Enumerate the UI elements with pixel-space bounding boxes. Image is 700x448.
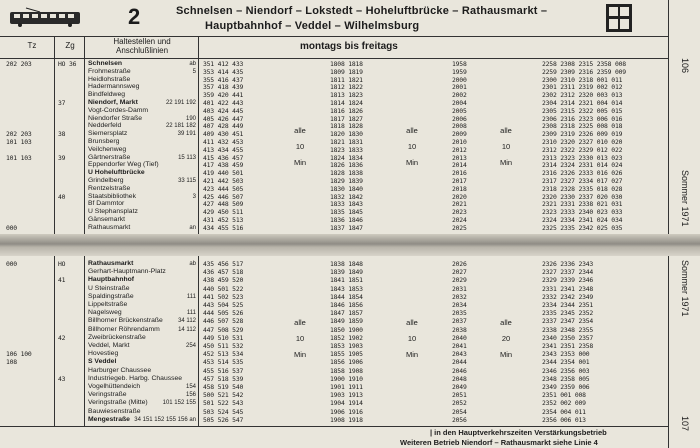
freq-min-3: Min bbox=[499, 158, 513, 167]
stop-name: Rathausmarkt bbox=[88, 223, 131, 231]
tz-cell: 106 100 bbox=[6, 350, 32, 359]
departure-times-evening: 1813 1823 bbox=[330, 91, 363, 100]
departure-times-early: 453 514 535 bbox=[203, 358, 244, 367]
freq-alle-b3: alle bbox=[500, 318, 512, 327]
departure-times-night: 2335 2345 2352 bbox=[542, 309, 594, 318]
stop-name: Spaldingstraße bbox=[88, 292, 134, 300]
departure-times-evening: 1903 1913 bbox=[330, 391, 363, 400]
departure-times-evening: 1826 1836 bbox=[330, 161, 363, 170]
departure-times-late: 2029 bbox=[452, 276, 467, 285]
tz-cell: 000 bbox=[6, 260, 17, 268]
departure-times-late: 1959 bbox=[452, 67, 467, 76]
col-zg: Zg bbox=[65, 41, 75, 50]
departure-times-night: 2349 2359 006 bbox=[542, 383, 590, 391]
departure-times-night: 2351 001 008 bbox=[542, 391, 586, 400]
departure-times-night: 2318 2328 2335 018 028 bbox=[542, 184, 623, 193]
departure-times-night: 2259 2309 2316 2359 009 bbox=[542, 67, 626, 76]
stop-name: Hauptbahnhof bbox=[88, 276, 135, 284]
departure-times-late: 2004 bbox=[452, 99, 467, 107]
departure-times-late: 2023 bbox=[452, 208, 467, 217]
departure-times-early: 403 424 445 bbox=[203, 106, 244, 115]
departure-times-evening: 1856 1906 bbox=[330, 358, 363, 367]
departure-times-night: 2348 2358 005 bbox=[542, 374, 590, 383]
departure-times-evening: 1858 1908 bbox=[330, 366, 363, 375]
departure-times-early: 447 508 529 bbox=[203, 325, 244, 334]
departure-times-evening: 1839 1849 bbox=[330, 268, 363, 277]
stop-connections: 14 112 bbox=[178, 326, 196, 333]
departure-times-late: 2026 bbox=[452, 260, 467, 268]
stop-name: Mengestraße bbox=[88, 415, 130, 423]
stop-connections: 101 152 155 bbox=[162, 400, 196, 407]
departure-times-night: 2354 004 011 bbox=[542, 407, 586, 416]
stop-name: Gärtnerstraße bbox=[88, 153, 131, 161]
departure-times-late: 2021 bbox=[452, 200, 467, 209]
stop-name: Veilchenweg bbox=[88, 145, 127, 153]
stop-connections: 111 bbox=[186, 310, 196, 317]
footnote-2: Weiteren Betrieb Niendorf – Rathausmarkt siehe Linie 4 bbox=[400, 438, 598, 447]
departure-times-early: 429 450 511 bbox=[203, 208, 244, 217]
departure-times-late: 2025 bbox=[452, 223, 467, 232]
route-line-1: Schnelsen – Niendorf – Lokstedt – Hoheluftbrücke – Rathausmarkt – bbox=[176, 5, 548, 17]
stop-name: Brunsberg bbox=[88, 138, 120, 145]
departure-times-early: 443 504 525 bbox=[203, 301, 244, 309]
departure-times-evening: 1812 1822 bbox=[330, 83, 363, 92]
departure-times-late: 2014 bbox=[452, 161, 467, 170]
stop-name: Eppendorfer Weg (Tief) bbox=[88, 161, 159, 169]
departure-times-late: 2013 bbox=[452, 153, 467, 162]
departure-times-night: 2258 2308 2315 2358 008 bbox=[542, 60, 626, 68]
stop-connections: ab bbox=[189, 261, 196, 267]
departure-times-early: 438 459 520 bbox=[203, 276, 244, 285]
departure-times-night: 2341 2351 2358 bbox=[542, 342, 594, 350]
departure-times-evening: 1843 1853 bbox=[330, 284, 363, 293]
departure-times-night: 2332 2342 2349 bbox=[542, 292, 594, 301]
stop-name: Rentzelstraße bbox=[88, 184, 131, 192]
freq-min: Min bbox=[293, 158, 307, 167]
stop-connections: 154 bbox=[185, 384, 196, 390]
departure-times-evening: 1835 1845 bbox=[330, 208, 363, 217]
freq-10-b2: 10 bbox=[407, 334, 417, 343]
departure-times-night: 2308 2318 2325 008 018 bbox=[542, 122, 623, 131]
zg-cell: 38 bbox=[58, 130, 66, 139]
departure-times-late: 1958 bbox=[452, 60, 467, 68]
stop-name: Rathausmarkt bbox=[88, 260, 134, 267]
departure-times-early: 357 418 439 bbox=[203, 83, 244, 92]
stop-name: Niendorf, Markt bbox=[88, 99, 138, 106]
freq-min-b2: Min bbox=[405, 350, 419, 359]
departure-times-night: 2329 2339 2346 bbox=[542, 276, 594, 285]
departure-times-late: 2008 bbox=[452, 122, 467, 131]
departure-times-late: 2031 bbox=[452, 284, 467, 293]
departure-times-night: 2301 2311 2319 002 012 bbox=[542, 83, 623, 92]
departure-times-night: 2352 002 009 bbox=[542, 399, 586, 408]
departure-times-late: 2040 bbox=[452, 333, 467, 342]
departure-times-evening: 1841 1851 bbox=[330, 276, 363, 285]
stop-connections: 190 bbox=[185, 115, 196, 122]
departure-times-early: 449 510 531 bbox=[203, 333, 244, 342]
hha-logo-icon bbox=[606, 4, 632, 32]
departure-times-night: 2346 2356 003 bbox=[542, 366, 590, 375]
freq-min-b: Min bbox=[293, 350, 307, 359]
departure-times-late: 2044 bbox=[452, 358, 467, 367]
departure-times-night: 2334 2344 2351 bbox=[542, 301, 594, 309]
departure-times-early: 425 446 507 bbox=[203, 192, 244, 201]
stop-connections: 22 181 182 bbox=[165, 123, 196, 130]
footnote-1: | in den Hauptverkehrszeiten Verstärkungsbetrieb bbox=[430, 428, 607, 437]
departure-times-early: 411 432 453 bbox=[203, 138, 244, 146]
departure-times-evening: 1847 1857 bbox=[330, 309, 363, 318]
departure-times-early: 421 442 503 bbox=[203, 177, 244, 185]
departure-times-late: 2002 bbox=[452, 91, 467, 100]
departure-times-evening: 1821 1831 bbox=[330, 138, 363, 146]
departure-times-late: 2043 bbox=[452, 350, 467, 359]
departure-times-night: 2324 2334 2341 024 034 bbox=[542, 216, 623, 224]
tram-icon bbox=[6, 6, 86, 28]
departure-times-night: 2314 2324 2331 014 024 bbox=[542, 161, 623, 170]
zg-cell: 37 bbox=[58, 99, 66, 107]
departure-times-night: 2327 2337 2344 bbox=[542, 268, 594, 277]
days-label: montags bis freitags bbox=[300, 41, 398, 52]
departure-times-evening: 1904 1914 bbox=[330, 399, 363, 408]
stop-name: Vogelhüttendeich bbox=[88, 383, 141, 390]
departure-times-late: 2020 bbox=[452, 192, 467, 201]
departure-times-early: 405 426 447 bbox=[203, 114, 244, 123]
line-number: 2 bbox=[128, 4, 141, 29]
departure-times-evening: 1823 1833 bbox=[330, 145, 363, 154]
stop-name: Bf Dammtor bbox=[88, 200, 125, 208]
stop-name: Nedderfeld bbox=[88, 122, 122, 130]
stop-name: Grindelberg bbox=[88, 177, 124, 184]
stop-name: U Hoheluftbrücke bbox=[88, 169, 145, 177]
departure-times-evening: 1901 1911 bbox=[330, 383, 363, 391]
departure-times-evening: 1844 1854 bbox=[330, 292, 363, 301]
col-tz: Tz bbox=[27, 41, 37, 50]
departure-times-evening: 1836 1846 bbox=[330, 216, 363, 224]
stop-name: Schnelsen bbox=[88, 60, 122, 67]
departure-times-late: 2000 bbox=[452, 75, 467, 84]
departure-times-early: 417 438 459 bbox=[203, 161, 244, 170]
departure-times-early: 355 416 437 bbox=[203, 75, 244, 84]
departure-times-evening: 1829 1839 bbox=[330, 177, 363, 185]
departure-times-evening: 1830 1840 bbox=[330, 184, 363, 193]
stop-name: Industriegeb. Harbg. Chaussee bbox=[88, 374, 183, 382]
departure-times-early: 500 521 542 bbox=[203, 391, 244, 400]
stop-connections: 15 113 bbox=[178, 154, 196, 161]
departure-times-late: 2041 bbox=[452, 342, 467, 350]
departure-times-evening: 1832 1842 bbox=[330, 192, 363, 201]
stop-connections: 111 bbox=[186, 293, 196, 300]
departure-times-night: 2325 2335 2342 025 035 bbox=[542, 223, 623, 232]
stop-name: Vogt-Cordes-Damm bbox=[88, 106, 149, 114]
departure-times-late: 2052 bbox=[452, 399, 467, 408]
stop-name: Hovestieg bbox=[88, 350, 119, 358]
departure-times-early: 359 420 441 bbox=[203, 91, 244, 100]
tz-cell: 101 103 bbox=[6, 138, 32, 146]
freq-alle: alle bbox=[294, 126, 306, 135]
departure-times-early: 435 456 517 bbox=[203, 260, 244, 268]
departure-times-night: 2300 2310 2318 001 011 bbox=[542, 75, 623, 84]
departure-times-evening: 1837 1847 bbox=[330, 223, 363, 232]
departure-times-evening: 1824 1834 bbox=[330, 153, 363, 162]
departure-times-night: 2340 2350 2357 bbox=[542, 333, 594, 342]
page-number-bottom: 107 bbox=[680, 416, 690, 432]
departure-times-night: 2316 2326 2333 016 026 bbox=[542, 169, 623, 178]
departure-times-early: 431 452 513 bbox=[203, 216, 244, 224]
stop-name: Veddel, Markt bbox=[88, 342, 130, 349]
freq-20-b3: 20 bbox=[501, 334, 511, 343]
departure-times-night: 2309 2319 2326 009 019 bbox=[542, 130, 623, 139]
zg-cell: 40 bbox=[58, 192, 66, 201]
departure-times-early: 446 507 528 bbox=[203, 317, 244, 326]
zg-cell: 39 bbox=[58, 153, 66, 162]
zg-cell: HO 36 bbox=[58, 60, 77, 68]
stop-name: Hadermannsweg bbox=[88, 83, 140, 91]
departure-times-late: 2049 bbox=[452, 383, 467, 391]
departure-times-evening: 1838 1848 bbox=[330, 260, 363, 268]
departure-times-evening: 1828 1838 bbox=[330, 169, 363, 178]
freq-min-2: Min bbox=[405, 158, 419, 167]
departure-times-evening: 1846 1856 bbox=[330, 301, 363, 309]
stop-name: Zweibrückenstraße bbox=[88, 333, 146, 341]
departure-times-evening: 1906 1916 bbox=[330, 407, 363, 416]
departure-times-evening: 1809 1819 bbox=[330, 67, 363, 76]
departure-times-evening: 1855 1905 bbox=[330, 350, 363, 359]
freq-alle-3: alle bbox=[500, 126, 512, 135]
col-stops: Haltestellen und Anschlußlinien bbox=[113, 37, 171, 55]
departure-times-early: 423 444 505 bbox=[203, 184, 244, 193]
freq-alle-b: alle bbox=[294, 318, 306, 327]
departure-times-early: 501 522 543 bbox=[203, 399, 244, 408]
departure-times-late: 2010 bbox=[452, 138, 467, 146]
departure-times-night: 2323 2333 2340 023 033 bbox=[542, 208, 623, 217]
stop-name: Frohmestraße bbox=[88, 67, 131, 75]
freq-10-3: 10 bbox=[501, 142, 511, 151]
departure-times-night: 2321 2331 2338 021 031 bbox=[542, 200, 623, 209]
stop-name: Staatsbibliothek bbox=[88, 192, 136, 200]
stop-name: Siemersplatz bbox=[88, 130, 128, 138]
departure-times-evening: 1811 1821 bbox=[330, 75, 363, 84]
departure-times-early: 436 457 518 bbox=[203, 268, 244, 277]
departure-times-night: 2337 2347 2354 bbox=[542, 317, 594, 326]
tz-cell: 202 203 bbox=[6, 130, 32, 139]
departure-times-early: 444 505 526 bbox=[203, 309, 244, 318]
departure-times-early: 427 448 509 bbox=[203, 200, 244, 209]
departure-times-early: 353 414 435 bbox=[203, 67, 244, 76]
departure-times-late: 2048 bbox=[452, 374, 467, 383]
stop-name: Heidlohstraße bbox=[88, 75, 131, 83]
departure-times-late: 2001 bbox=[452, 83, 467, 92]
departure-times-evening: 1849 1859 bbox=[330, 317, 363, 326]
departure-times-late: 2027 bbox=[452, 268, 467, 277]
tz-cell: 000 bbox=[6, 223, 17, 232]
departure-times-night: 2326 2336 2343 bbox=[542, 260, 594, 268]
zg-cell: 41 bbox=[58, 276, 66, 285]
zg-cell: 42 bbox=[58, 333, 66, 342]
departure-times-late: 2006 bbox=[452, 114, 467, 123]
freq-10-b: 10 bbox=[295, 334, 305, 343]
freq-10-2: 10 bbox=[407, 142, 417, 151]
stop-connections: an bbox=[189, 224, 196, 231]
stop-name: Billhorner Röhrendamm bbox=[88, 325, 160, 333]
route-line-2: Hauptbahnhof – Veddel – Wilhelmsburg bbox=[205, 20, 420, 32]
departure-times-night: 2312 2322 2329 012 022 bbox=[542, 145, 623, 154]
departure-times-evening: 1850 1900 bbox=[330, 325, 363, 334]
departure-times-evening: 1808 1818 bbox=[330, 60, 363, 68]
stop-name: S Veddel bbox=[88, 358, 117, 366]
departure-times-evening: 1853 1903 bbox=[330, 342, 363, 350]
departure-times-night: 2313 2323 2330 013 023 bbox=[542, 153, 623, 162]
stop-connections: 33 115 bbox=[178, 178, 196, 184]
departure-times-early: 441 502 523 bbox=[203, 292, 244, 301]
freq-alle-2: alle bbox=[406, 126, 418, 135]
stop-connections: 3 bbox=[192, 193, 196, 200]
departure-times-late: 2032 bbox=[452, 292, 467, 301]
departure-times-evening: 1816 1826 bbox=[330, 106, 363, 115]
departure-times-late: 2018 bbox=[452, 184, 467, 193]
stop-name: Gerhart-Hauptmann-Platz bbox=[88, 268, 166, 276]
departure-times-late: 2016 bbox=[452, 169, 467, 178]
departure-times-early: 458 519 540 bbox=[203, 383, 244, 391]
stop-name: Bindfeldweg bbox=[88, 91, 126, 99]
departure-times-evening: 1908 1918 bbox=[330, 415, 363, 424]
departure-times-evening: 1852 1902 bbox=[330, 333, 363, 342]
stop-connections: ab bbox=[189, 61, 196, 67]
stop-name: Veringstraße (Mitte) bbox=[88, 399, 148, 407]
departure-times-night: 2320 2330 2337 020 030 bbox=[542, 192, 623, 201]
page-number-top: 106 bbox=[680, 58, 690, 74]
departure-times-late: 2054 bbox=[452, 407, 467, 416]
departure-times-late: 2035 bbox=[452, 309, 467, 318]
stop-connections: 156 bbox=[185, 392, 196, 399]
tz-cell: 108 bbox=[6, 358, 17, 367]
departure-times-early: 452 513 534 bbox=[203, 350, 244, 359]
stop-name: Bauwiesenstraße bbox=[88, 407, 141, 415]
tz-cell: 101 103 bbox=[6, 153, 32, 162]
departure-times-night: 2338 2348 2355 bbox=[542, 325, 594, 334]
stop-connections: 34 151 152 155 156 an bbox=[134, 416, 196, 423]
departure-times-early: 503 524 545 bbox=[203, 407, 244, 416]
departure-times-evening: 1820 1830 bbox=[330, 130, 363, 139]
stop-name: Nagelsweg bbox=[88, 309, 122, 317]
departure-times-early: 434 455 516 bbox=[203, 223, 244, 232]
departure-times-early: 351 412 433 bbox=[203, 60, 244, 68]
departure-times-late: 2005 bbox=[452, 106, 467, 115]
departure-times-late: 2034 bbox=[452, 301, 467, 309]
season-label-bottom: Sommer 1971 bbox=[680, 260, 690, 317]
departure-times-early: 409 430 451 bbox=[203, 130, 244, 139]
departure-times-night: 2343 2353 000 bbox=[542, 350, 590, 359]
tz-cell: 202 203 bbox=[6, 60, 32, 68]
departure-times-night: 2356 006 013 bbox=[542, 415, 586, 424]
stop-connections: 22 191 192 bbox=[165, 100, 196, 106]
timetable-page-bottom bbox=[0, 256, 700, 448]
departure-times-late: 2046 bbox=[452, 366, 467, 375]
stop-connections: 254 bbox=[185, 343, 196, 349]
departure-times-early: 505 526 547 bbox=[203, 415, 244, 424]
departure-times-night: 2305 2315 2322 005 015 bbox=[542, 106, 623, 115]
departure-times-evening: 1818 1828 bbox=[330, 122, 363, 131]
departure-times-early: 401 422 443 bbox=[203, 99, 244, 107]
departure-times-evening: 1814 1824 bbox=[330, 99, 363, 107]
departure-times-evening: 1900 1910 bbox=[330, 374, 363, 383]
freq-alle-b2: alle bbox=[406, 318, 418, 327]
departure-times-late: 2024 bbox=[452, 216, 467, 224]
departure-times-early: 455 516 537 bbox=[203, 366, 244, 375]
departure-times-evening: 1833 1843 bbox=[330, 200, 363, 209]
departure-times-early: 450 511 532 bbox=[203, 342, 244, 350]
book-fold bbox=[0, 234, 700, 256]
zg-cell: HO bbox=[58, 260, 66, 268]
departure-times-night: 2304 2314 2321 004 014 bbox=[542, 99, 623, 107]
stop-name: Billhorner Brückenstraße bbox=[88, 317, 163, 325]
departure-times-night: 2331 2341 2348 bbox=[542, 284, 594, 293]
departure-times-early: 440 501 522 bbox=[203, 284, 244, 293]
stop-connections: 34 112 bbox=[178, 318, 196, 325]
stop-connections: 5 bbox=[192, 68, 196, 75]
stop-connections: 39 191 bbox=[177, 131, 196, 138]
departure-times-late: 2012 bbox=[452, 145, 467, 154]
stop-name: Niendorfer Straße bbox=[88, 114, 143, 122]
departure-times-late: 2009 bbox=[452, 130, 467, 139]
departure-times-night: 2302 2312 2320 003 013 bbox=[542, 91, 623, 100]
departure-times-late: 2051 bbox=[452, 391, 467, 400]
stop-name: U Stephansplatz bbox=[88, 208, 138, 216]
departure-times-early: 419 440 501 bbox=[203, 169, 244, 178]
stop-name: Veringstraße bbox=[88, 391, 127, 399]
zg-cell: 43 bbox=[58, 374, 66, 383]
departure-times-night: 2310 2320 2327 010 020 bbox=[542, 138, 623, 146]
departure-times-early: 415 436 457 bbox=[203, 153, 244, 162]
stop-name: Lippeltstraße bbox=[88, 301, 128, 308]
departure-times-early: 407 428 449 bbox=[203, 122, 244, 131]
freq-min-b3: Min bbox=[499, 350, 513, 359]
stop-name: Gänsemarkt bbox=[88, 216, 126, 223]
departure-times-early: 457 518 539 bbox=[203, 374, 244, 383]
departure-times-night: 2306 2316 2323 006 016 bbox=[542, 114, 623, 123]
departure-times-late: 2056 bbox=[452, 415, 467, 424]
stop-name: Harburger Chaussee bbox=[88, 366, 152, 374]
departure-times-night: 2344 2354 001 bbox=[542, 358, 590, 367]
season-label-top: Sommer 1971 bbox=[680, 170, 690, 227]
departure-times-night: 2317 2327 2334 017 027 bbox=[542, 177, 623, 185]
departure-times-late: 2037 bbox=[452, 317, 467, 326]
departure-times-early: 413 434 455 bbox=[203, 145, 244, 154]
departure-times-evening: 1817 1827 bbox=[330, 114, 363, 123]
departure-times-late: 2017 bbox=[452, 177, 467, 185]
freq-10: 10 bbox=[295, 142, 305, 151]
departure-times-late: 2038 bbox=[452, 325, 467, 334]
stop-name: U Steinstraße bbox=[88, 284, 130, 292]
